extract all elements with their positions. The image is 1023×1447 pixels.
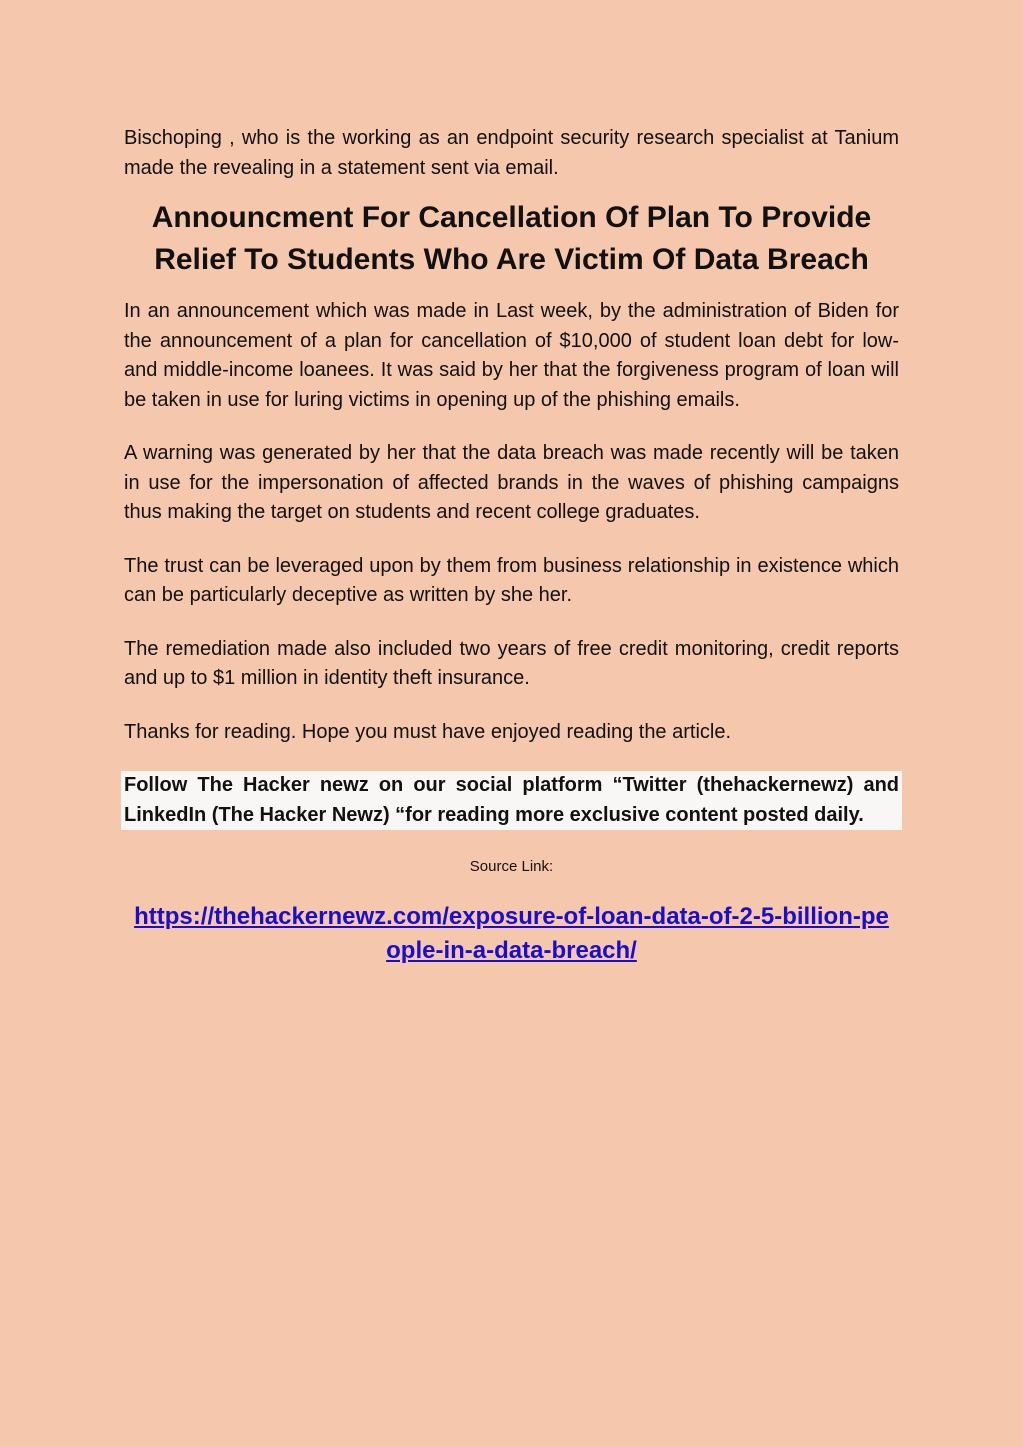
section-heading: Announcment For Cancellation Of Plan To Provide Relief To Students Who Are Victim Of Data Breach [151,201,872,276]
follow-text: Follow The Hacker newz on our social platform “Twitter (thehackernewz) and LinkedIn (The Hacker Newz) “for reading more exclusive content posted daily. [124,774,899,826]
paragraph-trust: The trust can be leveraged upon by them from business relationship in existence which can be particularly deceptive as written by she her. [124,554,899,606]
intro-paragraph: Bischoping , who is the working as an endpoint security research specialist at Tanium made the revealing in a statement sent via email. [124,127,899,179]
document-page [124,124,899,968]
paragraph-warning: A warning was generated by her that the data breach was made recently will be taken in use for the impersonation of affected brands in the waves of phishing campaigns thus making the target on students and recent college graduates. [124,442,899,523]
paragraph-remediation: The remediation made also included two years of free credit monitoring, credit reports and up to $1 million in identity theft insurance. [124,637,899,689]
paragraph-announcement: In an announcement which was made in Last week, by the administration of Biden for the announcement of a plan for cancellation of $10,000 of student loan debt for low- and middle-income loanees. It was said by her that the forgiveness program of loan will be taken in use for luring victims in opening up of the phishing emails. [124,300,899,411]
source-link[interactable]: https://thehackernewz.com/exposure-of-loan-data-of-2-5-billion-people-in-a-data-breach/ [134,903,889,964]
follow-callout [121,771,902,830]
paragraph-thanks: Thanks for reading. Hope you must have enjoyed reading the article. [124,720,732,743]
source-label: Source Link: [469,858,554,875]
